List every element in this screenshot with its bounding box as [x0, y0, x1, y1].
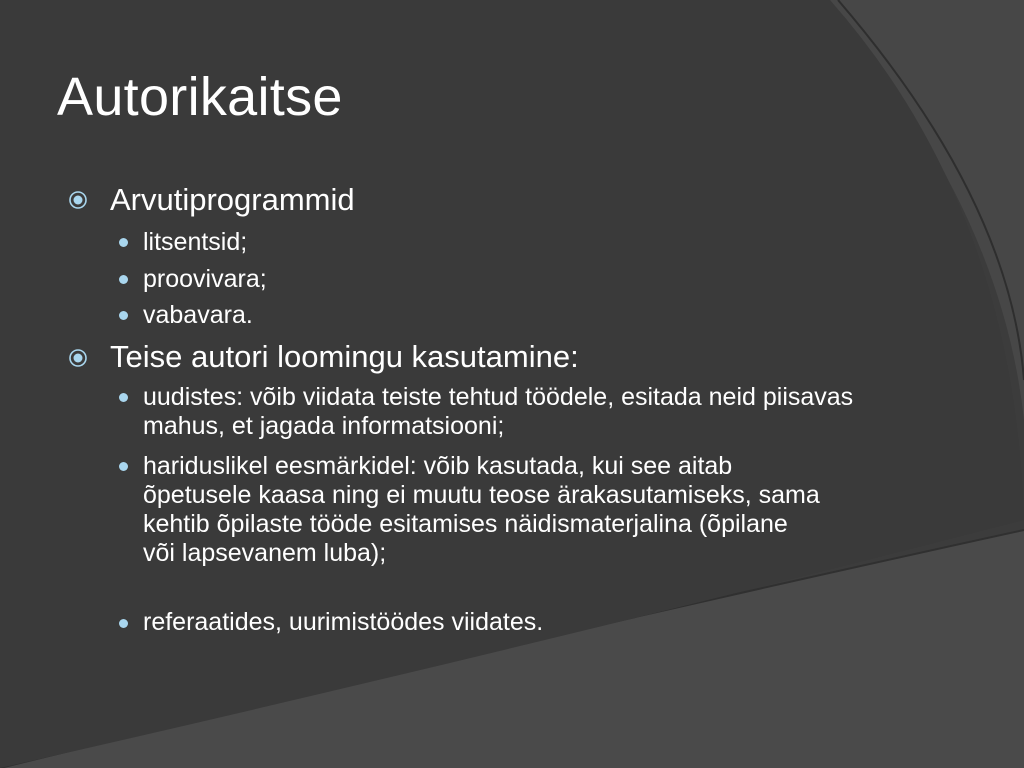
small-dot-bullet-icon	[119, 462, 128, 471]
small-dot-bullet-icon	[119, 393, 128, 402]
sub-bullet-litsentsid: litsentsid;	[143, 228, 248, 256]
slide-title: Autorikaitse	[57, 67, 343, 127]
sub-bullet-hariduslikel: hariduslikel eesmärkidel: võib kasutada, kui see aitab õpetusele kaasa ning ei muutu teose ärakasutamiseks, sama kehtib õpilaste tööde esitamises näidismaterjalina (õpilane või lapsevanem luba);	[143, 452, 820, 567]
small-dot-bullet-icon	[119, 311, 128, 320]
circle-dot-bullet-icon	[68, 348, 88, 368]
sub-bullet-uudistes: uudistes: võib viidata teiste tehtud töödele, esitada neid piisavas mahus, et jagada informatsiooni;	[143, 383, 854, 440]
small-dot-bullet-icon	[119, 275, 128, 284]
small-dot-bullet-icon	[119, 619, 128, 628]
sub-bullet-vabavara: vabavara.	[143, 301, 253, 329]
bullet-arvutiprogrammid: Arvutiprogrammid	[110, 182, 355, 217]
sub-bullet-proovivara: proovivara;	[143, 265, 267, 293]
sub-bullet-referaatides: referaatides, uurimistöödes viidates.	[143, 608, 544, 636]
small-dot-bullet-icon	[119, 238, 128, 247]
bullet-teise-autori: Teise autori loomingu kasutamine:	[110, 339, 579, 374]
circle-dot-bullet-icon	[68, 190, 88, 210]
